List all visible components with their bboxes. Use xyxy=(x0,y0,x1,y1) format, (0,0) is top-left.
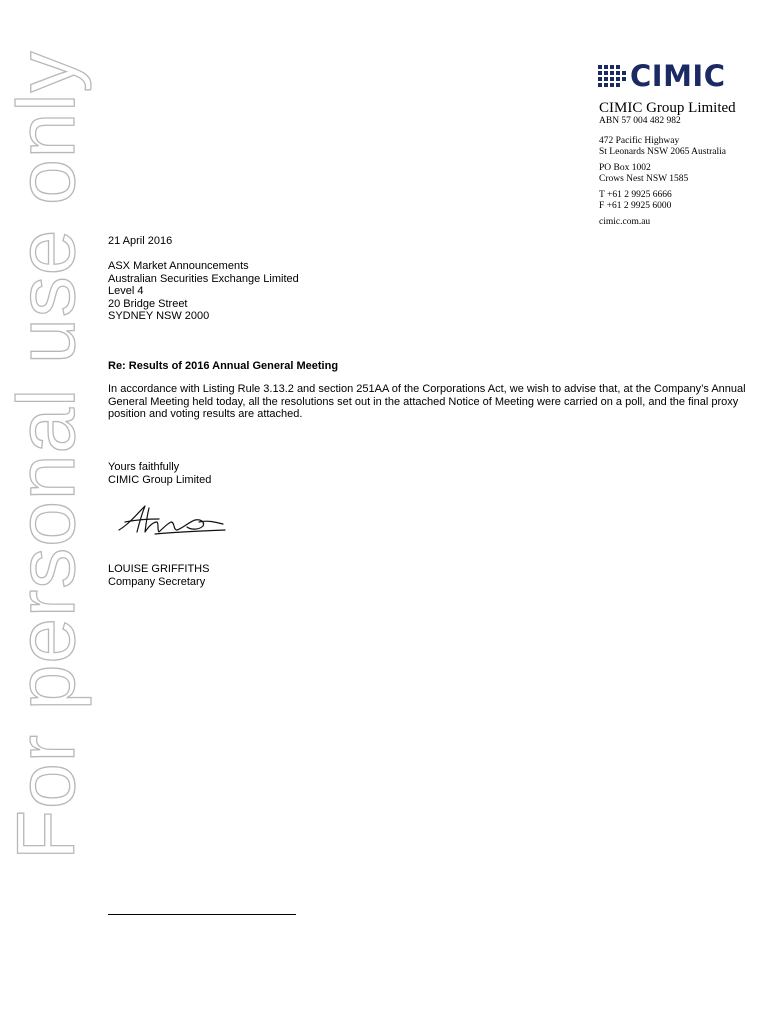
logo-grid-icon xyxy=(598,65,626,91)
footnote-separator xyxy=(108,914,296,915)
po-box-line-2: Crows Nest NSW 1585 xyxy=(599,174,689,184)
handwritten-signature xyxy=(115,500,230,540)
company-name: CIMIC Group Limited xyxy=(599,100,736,116)
recipient-line: Level 4 xyxy=(108,285,144,297)
logo-wordmark: CIMIC xyxy=(630,59,726,93)
address-line-1: 472 Pacific Highway xyxy=(599,136,680,146)
recipient-line: Australian Securities Exchange Limited xyxy=(108,272,299,285)
company-logo xyxy=(598,59,738,94)
po-box-line-1: PO Box 1002 xyxy=(599,163,651,173)
letter-body: In accordance with Listing Rule 3.13.2 and section 251AA of the Corporations Act, we wish to advise that, at the Company’s Annual General Meeting held today, all the resolutions set out in the attached Notice of Meeting were carried on a poll, and the final proxy position and voting results are attached. xyxy=(108,383,746,420)
fax-number: F +61 2 9925 6000 xyxy=(599,201,672,211)
letterhead-address-block xyxy=(599,101,759,228)
company-abn: ABN 57 004 482 982 xyxy=(599,116,681,126)
signatory-name: LOUISE GRIFFITHS xyxy=(108,563,210,575)
address-line-2: St Leonards NSW 2065 Australia xyxy=(599,147,727,157)
recipient-line: ASX Market Announcements xyxy=(108,260,249,272)
signatory-title: Company Secretary xyxy=(108,575,206,588)
closing-salutation: Yours faithfully xyxy=(108,461,180,473)
phone-number: T +61 2 9925 6666 xyxy=(599,190,672,200)
letter-subject: Re: Results of 2016 Annual General Meeting xyxy=(108,360,339,372)
letter-date: 21 April 2016 xyxy=(108,235,173,247)
closing-company: CIMIC Group Limited xyxy=(108,473,212,486)
recipient-line: SYDNEY NSW 2000 xyxy=(108,310,210,322)
watermark-text: For personal use only xyxy=(1,50,92,860)
recipient-line: 20 Bridge Street xyxy=(108,297,188,310)
company-website: cimic.com.au xyxy=(599,217,651,227)
